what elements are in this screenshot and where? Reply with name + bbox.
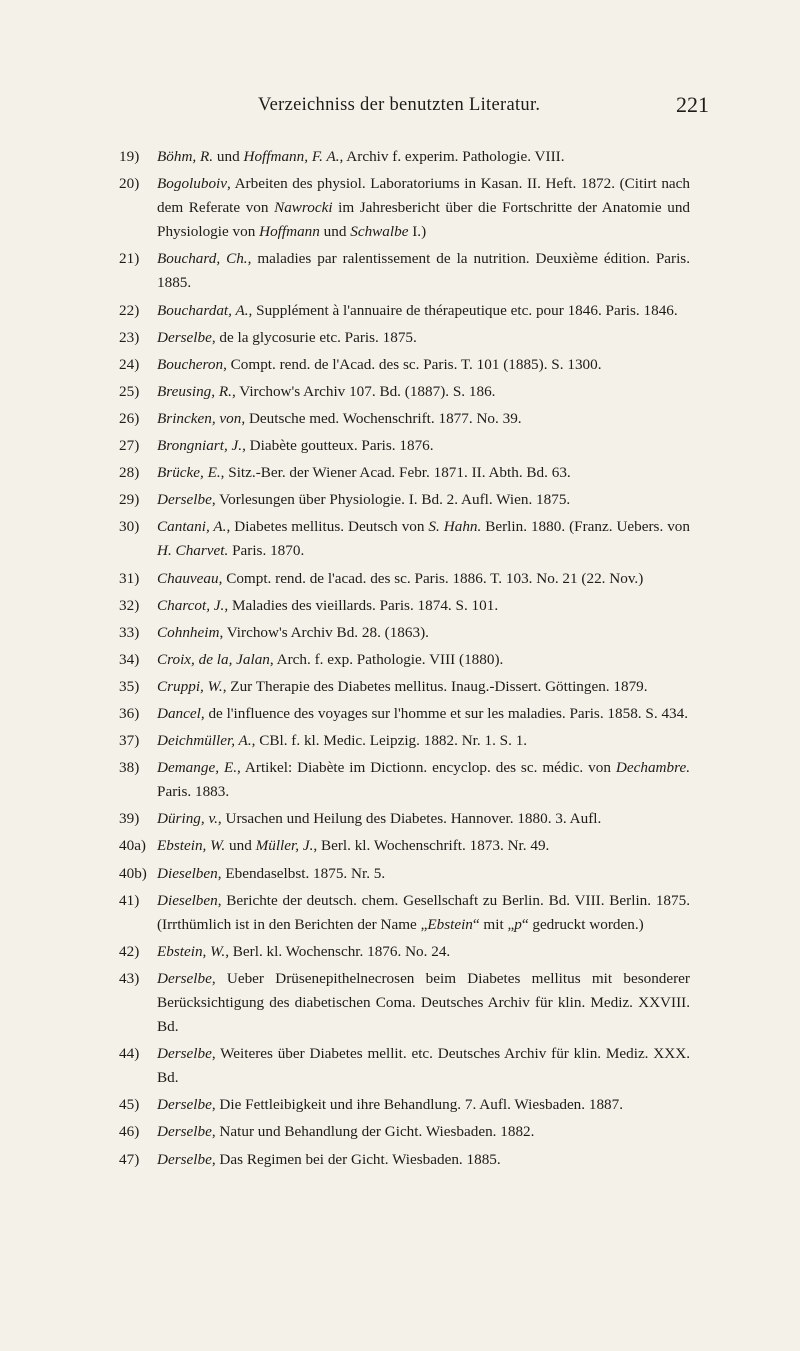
entry-italic-text: Müller, J.	[255, 837, 314, 855]
bibliography-entry	[119, 889, 690, 937]
entry-text: , Diabète goutteux. Paris. 1876.	[242, 437, 434, 455]
entry-italic-text: H. Charvet.	[157, 542, 229, 560]
entry-number: 38)	[119, 759, 140, 777]
entry-italic-text: Demange, E.	[157, 759, 238, 777]
entry-number: 34)	[119, 650, 140, 668]
entry-italic-text: Derselbe	[157, 1150, 212, 1168]
entry-text: , Berl. kl. Wochenschrift. 1873. Nr. 49.	[313, 837, 550, 855]
entry-text: , Archiv f. experim. Pathologie. VIII.	[339, 148, 565, 165]
entry-text: , CBl. f. kl. Medic. Leipzig. 1882. Nr. 1. S. 1.	[251, 732, 528, 750]
bibliography-list	[119, 145, 690, 1175]
entry-number: 42)	[119, 942, 140, 960]
entry-text: , Compt. rend. de l'acad. des sc. Paris. 1886. T. 103. No. 21 (22. Nov.)	[218, 569, 644, 587]
entry-text: , Berichte der deutsch. chem. Gesellschaft zu Berlin. Bd. VIII. Berlin. 1875. (Irrthümlich ist in den Berichten der Name „	[157, 891, 690, 933]
entry-text: , Ursachen und Heilung des Diabetes. Hannover. 1880. 3. Aufl.	[217, 810, 602, 828]
page-number: 221	[676, 92, 709, 117]
bibliography-entry	[119, 729, 690, 753]
running-title: Verzeichniss der benutzten Literatur.	[258, 95, 541, 115]
page-header	[0, 92, 800, 122]
entry-number: 30)	[119, 518, 140, 536]
entry-italic-text: Derselbe	[157, 1045, 212, 1063]
bibliography-entry	[119, 434, 690, 458]
entry-italic-text: Derselbe	[157, 491, 212, 509]
entry-text: Paris. 1870.	[228, 542, 305, 560]
entry-text: , maladies par ralentissement de la nutrition. Deuxième édition. Paris. 1885.	[157, 250, 690, 292]
entry-text: Berlin. 1880. (Franz. Uebers. von	[481, 518, 690, 536]
entry-italic-text: Charcot, J.	[157, 596, 225, 614]
bibliography-entry	[119, 145, 690, 169]
bibliography-entry	[119, 407, 690, 431]
entry-text: im Jahresbericht über die Fortschritte der Anatomie und Physiologie von	[157, 199, 691, 241]
entry-text: , Ueber Drüsenepithelnecrosen beim Diabetes mellitus mit besonderer Berücksichtigung des diabetischen Coma. Deutsches Archiv für klin. Mediz. XXVIII. Bd.	[157, 969, 690, 1036]
entry-italic-text: Ebstein, W.	[157, 837, 226, 855]
bibliography-entry	[119, 756, 690, 804]
entry-italic-text: p	[514, 915, 522, 933]
bibliography-entry	[119, 515, 690, 563]
entry-text: , de la glycosurie etc. Paris. 1875.	[211, 328, 417, 346]
entry-italic-text: Düring, v.	[157, 810, 218, 828]
bibliography-entry	[119, 326, 690, 350]
entry-italic-text: Derselbe	[157, 969, 212, 987]
entry-number: 40b)	[119, 864, 147, 882]
entry-text: , de l'influence des voyages sur l'homme et sur les maladies. Paris. 1858. S. 434.	[200, 704, 689, 722]
entry-text: , Ebendaselbst. 1875. Nr. 5.	[217, 864, 386, 882]
bibliography-entry	[119, 567, 690, 591]
entry-text: , Das Regimen bei der Gicht. Wiesbaden. 1885.	[211, 1150, 501, 1168]
entry-italic-text: Ebstein	[427, 915, 473, 933]
entry-italic-text: Bogoluboiv	[157, 175, 228, 193]
entry-number: 19)	[119, 148, 140, 165]
entry-number: 33)	[119, 623, 140, 641]
bibliography-entry	[119, 648, 690, 672]
bibliography-entry	[119, 1120, 690, 1144]
entry-italic-text: Dechambre.	[615, 759, 690, 777]
entry-number: 27)	[119, 437, 140, 455]
entry-number: 44)	[119, 1045, 140, 1063]
bibliography-entry	[119, 461, 690, 485]
entry-italic-text: Chauveau	[157, 569, 219, 587]
entry-text: , Artikel: Diabète im Dictionn. encyclop. des sc. médic. von	[237, 759, 616, 777]
entry-number: 32)	[119, 596, 140, 614]
entry-italic-text: Boucheron	[157, 355, 224, 373]
bibliography-entry	[119, 940, 690, 964]
entry-text: Paris. 1883.	[157, 783, 230, 801]
bibliography-entry	[119, 247, 690, 295]
entry-number: 26)	[119, 409, 140, 427]
entry-number: 43)	[119, 969, 140, 987]
entry-italic-text: Bouchard, Ch.	[157, 250, 248, 268]
entry-text: , Arch. f. exp. Pathologie. VIII (1880).	[269, 650, 504, 668]
entry-number: 23)	[119, 328, 140, 346]
entry-text: , Deutsche med. Wochenschrift. 1877. No. 39.	[241, 409, 522, 427]
entry-number: 40a)	[119, 837, 146, 855]
entry-italic-text: Brongniart, J.	[157, 437, 243, 455]
entry-text: , Berl. kl. Wochenschr. 1876. No. 24.	[225, 942, 451, 960]
entry-text: , Weiteres über Diabetes mellit. etc. Deutsches Archiv für klin. Mediz. XXX. Bd.	[157, 1045, 690, 1087]
entry-number: 24)	[119, 355, 140, 373]
entry-italic-text: Deichmüller, A.	[157, 732, 252, 750]
bibliography-entry	[119, 621, 690, 645]
entry-number: 41)	[119, 891, 140, 909]
entry-italic-text: Derselbe	[157, 1096, 212, 1114]
entry-italic-text: Cruppi, W.	[157, 677, 223, 695]
entry-text: , Supplément à l'annuaire de thérapeutique etc. pour 1846. Paris. 1846.	[248, 301, 678, 319]
entry-italic-text: Dieselben	[157, 891, 218, 909]
entry-text: und	[225, 837, 256, 855]
entry-number: 37)	[119, 732, 140, 750]
entry-text: I.)	[408, 223, 427, 241]
entry-italic-text: Bouchardat, A.	[157, 301, 249, 319]
entry-number: 39)	[119, 810, 140, 828]
bibliography-entry	[119, 1042, 690, 1090]
entry-italic-text: Böhm, R.	[157, 148, 214, 165]
entry-italic-text: Derselbe	[157, 1123, 212, 1141]
bibliography-entry	[119, 1148, 690, 1172]
bibliography-entry	[119, 675, 690, 699]
entry-text: , Virchow's Archiv 107. Bd. (1887). S. 186.	[231, 382, 496, 400]
entry-number: 29)	[119, 491, 140, 509]
entry-italic-text: S. Hahn.	[428, 518, 482, 536]
entry-number: 45)	[119, 1096, 140, 1114]
entry-italic-text: Cohnheim	[157, 623, 220, 641]
bibliography-entry	[119, 834, 690, 858]
entry-number: 22)	[119, 301, 140, 319]
entry-text: , Compt. rend. de l'Acad. des sc. Paris. T. 101 (1885). S. 1300.	[223, 355, 602, 373]
bibliography-entry	[119, 353, 690, 377]
entry-number: 46)	[119, 1123, 140, 1141]
entry-text: , Virchow's Archiv Bd. 28. (1863).	[219, 623, 429, 641]
entry-italic-text: Dieselben	[157, 864, 218, 882]
entry-number: 20)	[119, 175, 140, 193]
entry-italic-text: Schwalbe	[350, 223, 409, 241]
entry-text: , Arbeiten des physiol. Laboratoriums in Kasan. II. Heft. 1872. (Citirt nach dem Referate von	[157, 175, 690, 217]
entry-italic-text: Derselbe	[157, 328, 212, 346]
entry-number: 21)	[119, 250, 140, 268]
bibliography-entry	[119, 594, 690, 618]
entry-text: , Sitz.-Ber. der Wiener Acad. Febr. 1871. II. Abth. Bd. 63.	[220, 464, 571, 482]
entry-text: , Natur und Behandlung der Gicht. Wiesbaden. 1882.	[211, 1123, 535, 1141]
bibliography-entry	[119, 1093, 690, 1117]
entry-text: , Maladies des vieillards. Paris. 1874. S. 101.	[224, 596, 499, 614]
entry-italic-text: Brincken, von	[157, 409, 242, 427]
entry-text: und	[319, 223, 351, 241]
entry-number: 31)	[119, 569, 140, 587]
entry-number: 28)	[119, 464, 140, 482]
bibliography-entry	[119, 967, 690, 1039]
bibliography-entry	[119, 862, 690, 886]
bibliography-entry	[119, 702, 690, 726]
entry-number: 35)	[119, 677, 140, 695]
entry-italic-text: Hoffmann, F. A.	[243, 148, 340, 165]
entry-text: “ gedruckt worden.)	[521, 915, 644, 933]
entry-text: “ mit „	[472, 915, 515, 933]
entry-number: 36)	[119, 704, 140, 722]
entry-italic-text: Croix, de la, Jalan	[157, 650, 270, 668]
entry-italic-text: Ebstein, W.	[157, 942, 226, 960]
entry-italic-text: Dancel	[157, 704, 201, 722]
bibliography-entry	[119, 172, 690, 244]
entry-text: , Diabetes mellitus. Deutsch von	[226, 518, 429, 536]
entry-number: 47)	[119, 1150, 140, 1168]
entry-italic-text: Breusing, R.	[157, 382, 232, 400]
entry-text: , Vorlesungen über Physiologie. I. Bd. 2. Aufl. Wien. 1875.	[211, 491, 571, 509]
entry-italic-text: Nawrocki	[274, 199, 333, 217]
entry-italic-text: Brücke, E.	[157, 464, 221, 482]
entry-text: , Die Fettleibigkeit und ihre Behandlung. 7. Aufl. Wiesbaden. 1887.	[211, 1096, 624, 1114]
entry-number: 25)	[119, 382, 140, 400]
entry-italic-text: Cantani, A.	[157, 518, 227, 536]
entry-text: , Zur Therapie des Diabetes mellitus. Inaug.-Dissert. Göttingen. 1879.	[222, 677, 648, 695]
entry-italic-text: Hoffmann	[259, 223, 320, 241]
bibliography-entry	[119, 807, 690, 831]
bibliography-entry	[119, 488, 690, 512]
bibliography-entry	[119, 299, 690, 323]
bibliography-entry	[119, 380, 690, 404]
entry-text: und	[213, 148, 244, 165]
